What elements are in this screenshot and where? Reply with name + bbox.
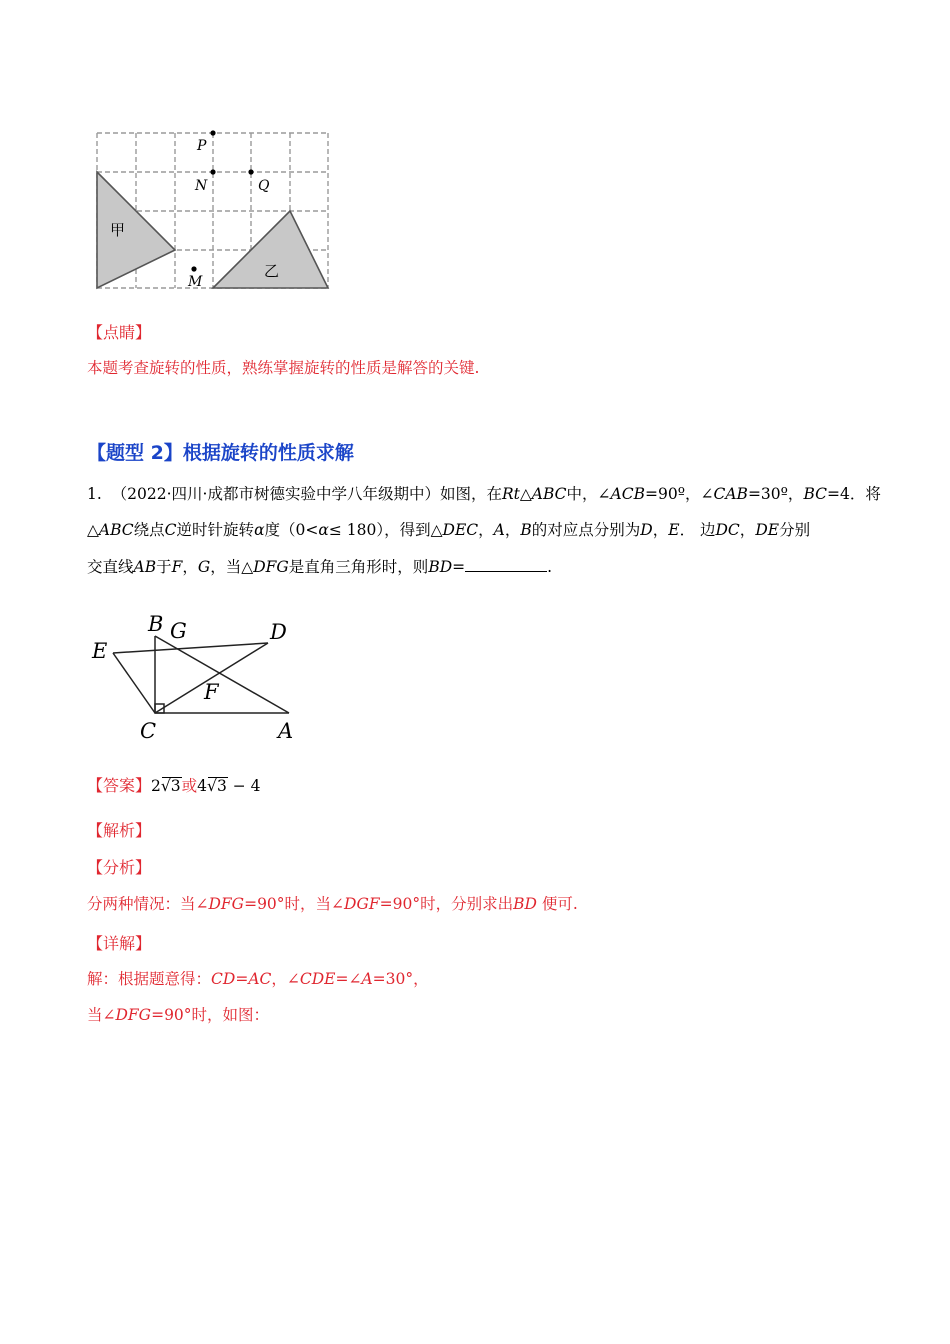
dianjing-tag: 【点睛】 [87, 323, 152, 342]
sqrt-1: √3 [160, 777, 181, 795]
problem-line-1: 1. （2022·四川·成都市树德实验中学八年级期中）如图，在Rt△ABC中，∠ACB=90º，∠CAB=30º，BC=4．将 [87, 485, 881, 503]
label-yi: 乙 [264, 262, 280, 280]
label-g: G [170, 619, 187, 643]
label-c: C [140, 719, 157, 743]
xiangjie-tag: 【详解】 [87, 934, 152, 953]
answer-line: 【答案】2√3或4√3 − 4 [87, 776, 261, 795]
point-p [210, 130, 215, 135]
dianjing-text: 本题考查旋转的性质，熟练掌握旋转的性质是解答的关键. [87, 359, 480, 377]
grid-rotation-figure [90, 126, 335, 296]
label-p: P [197, 138, 207, 154]
answer-tag: 【答案】 [87, 776, 152, 795]
label-f: F [204, 680, 219, 704]
point-n [210, 169, 215, 174]
label-m: M [188, 274, 203, 290]
label-b: B [148, 612, 164, 636]
xiangjie-line-1: 解：根据题意得：CD=AC，∠CDE=∠A=30°， [87, 970, 429, 988]
answer-blank[interactable] [465, 557, 547, 572]
point-q [248, 169, 253, 174]
problem-line-3: 交直线AB于F，G，当△DFG是直角三角形时，则BD= . [87, 558, 553, 576]
point-m [191, 266, 196, 271]
problem-line-2: △ABC绕点C逆时针旋转α度（0<α≤ 180），得到△DEC，A，B的对应点分别为D，E． 边DC，DE分别 [87, 521, 811, 539]
jiexi-tag: 【解析】 [87, 821, 152, 840]
xiangjie-line-2: 当∠DFG=90°时，如图： [87, 1006, 270, 1024]
sqrt-2: √3 [207, 777, 227, 795]
fenxi-text: 分两种情况：当∠DFG=90°时，当∠DGF=90°时，分别求出BD 便可. [87, 895, 578, 913]
rotation-triangle-figure [88, 610, 303, 748]
label-q: Q [258, 178, 270, 194]
label-jia: 甲 [110, 221, 126, 239]
label-d: D [270, 620, 287, 644]
label-e: E [92, 639, 108, 663]
section-title: 【题型 2】根据旋转的性质求解 [87, 442, 354, 464]
label-a: A [278, 719, 294, 743]
fenxi-tag: 【分析】 [87, 858, 152, 877]
label-n: N [195, 178, 208, 194]
